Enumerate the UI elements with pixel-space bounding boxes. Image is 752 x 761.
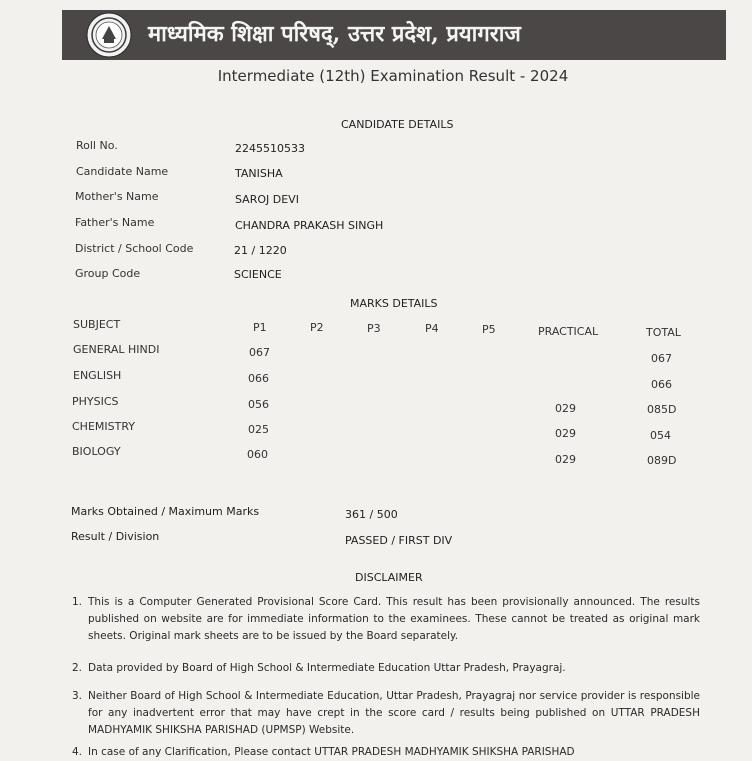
total-cell: 066 xyxy=(651,378,672,391)
disclaimer-text: Data provided by Board of High School & Intermediate Education Uttar Pradesh, Prayagraj. xyxy=(88,662,566,674)
disclaimer-number: 2. xyxy=(72,662,83,674)
father-name-label: Father's Name xyxy=(75,216,155,229)
disclaimer-title: DISCLAIMER xyxy=(355,571,423,584)
district-school-code-label: District / School Code xyxy=(75,242,194,255)
exam-title: Intermediate (12th) Examination Result - 2024 xyxy=(217,67,569,85)
disclaimer-number: 4. xyxy=(72,746,83,758)
father-name-value: CHANDRA PRAKASH SINGH xyxy=(235,219,384,232)
p1-cell: 025 xyxy=(248,423,269,436)
header-banner xyxy=(62,10,726,60)
col-header-total: TOTAL xyxy=(646,326,681,339)
district-school-code-value: 21 / 1220 xyxy=(234,244,287,257)
candidate-name-value: TANISHA xyxy=(235,167,283,180)
col-header-p1: P1 xyxy=(253,321,267,334)
p1-cell: 060 xyxy=(247,448,268,461)
col-header-subject: SUBJECT xyxy=(73,318,121,331)
group-code-value: SCIENCE xyxy=(234,268,282,281)
marks-section-title: MARKS DETAILS xyxy=(350,297,438,310)
disclaimer-item xyxy=(72,594,700,645)
subject-cell: PHYSICS xyxy=(72,395,119,408)
candidate-name-label: Candidate Name xyxy=(76,165,169,178)
practical-cell: 029 xyxy=(555,453,576,466)
disclaimer-text: This is a Computer Generated Provisional Score Card. This result has been provisionally announced. The results published on website are for immediate information to the examinees. These cannot be treated as original mark sheets. Original mark sheets are to be issued by the Board separately. xyxy=(88,596,700,642)
total-cell: 067 xyxy=(651,352,672,365)
marks-obtained-label: Marks Obtained / Maximum Marks xyxy=(71,505,260,518)
disclaimer-item xyxy=(72,744,700,761)
total-cell: 054 xyxy=(650,429,671,442)
subject-cell: ENGLISH xyxy=(73,369,122,382)
result-division-value: PASSED / FIRST DIV xyxy=(345,534,453,547)
mother-name-label: Mother's Name xyxy=(75,190,159,203)
disclaimer-item xyxy=(72,688,700,739)
marks-obtained-value: 361 / 500 xyxy=(345,508,398,521)
roll-no-value: 2245510533 xyxy=(235,142,305,155)
p1-cell: 067 xyxy=(249,346,270,359)
col-header-p3: P3 xyxy=(367,322,381,335)
disclaimer-number: 3. xyxy=(72,690,83,702)
subject-cell: GENERAL HINDI xyxy=(73,343,160,356)
subject-cell: BIOLOGY xyxy=(72,445,121,458)
board-emblem-icon xyxy=(86,12,132,58)
subject-cell: CHEMISTRY xyxy=(72,420,135,433)
col-header-p2: P2 xyxy=(310,321,324,334)
board-title: माध्यमिक शिक्षा परिषद्, उत्तर प्रदेश, प्रयागराज xyxy=(148,21,521,47)
total-cell: 085D xyxy=(647,403,677,416)
p1-cell: 056 xyxy=(248,398,269,411)
candidate-section-title: CANDIDATE DETAILS xyxy=(341,118,454,131)
disclaimer-text: In case of any Clarification, Please contact UTTAR PRADESH MADHYAMIK SHIKSHA PARISHAD xyxy=(88,746,575,758)
result-division-label: Result / Division xyxy=(71,530,160,543)
disclaimer-number: 1. xyxy=(72,596,83,608)
practical-cell: 029 xyxy=(555,402,576,415)
disclaimer-item xyxy=(72,660,700,677)
col-header-p5: P5 xyxy=(482,323,496,336)
disclaimer-text: Neither Board of High School & Intermediate Education, Uttar Pradesh, Prayagraj nor service provider is responsible for any inadvertent error that may have crept in the score card / results being published on UTTAR PRADESH MADHYAMIK SHIKSHA PARISHAD (UPMSP) Website. xyxy=(88,690,700,736)
col-header-practical: PRACTICAL xyxy=(538,325,599,338)
practical-cell: 029 xyxy=(555,427,576,440)
group-code-label: Group Code xyxy=(75,267,141,280)
roll-no-label: Roll No. xyxy=(76,139,118,152)
total-cell: 089D xyxy=(647,454,677,467)
mother-name-value: SAROJ DEVI xyxy=(235,193,299,206)
p1-cell: 066 xyxy=(248,372,269,385)
col-header-p4: P4 xyxy=(425,322,439,335)
